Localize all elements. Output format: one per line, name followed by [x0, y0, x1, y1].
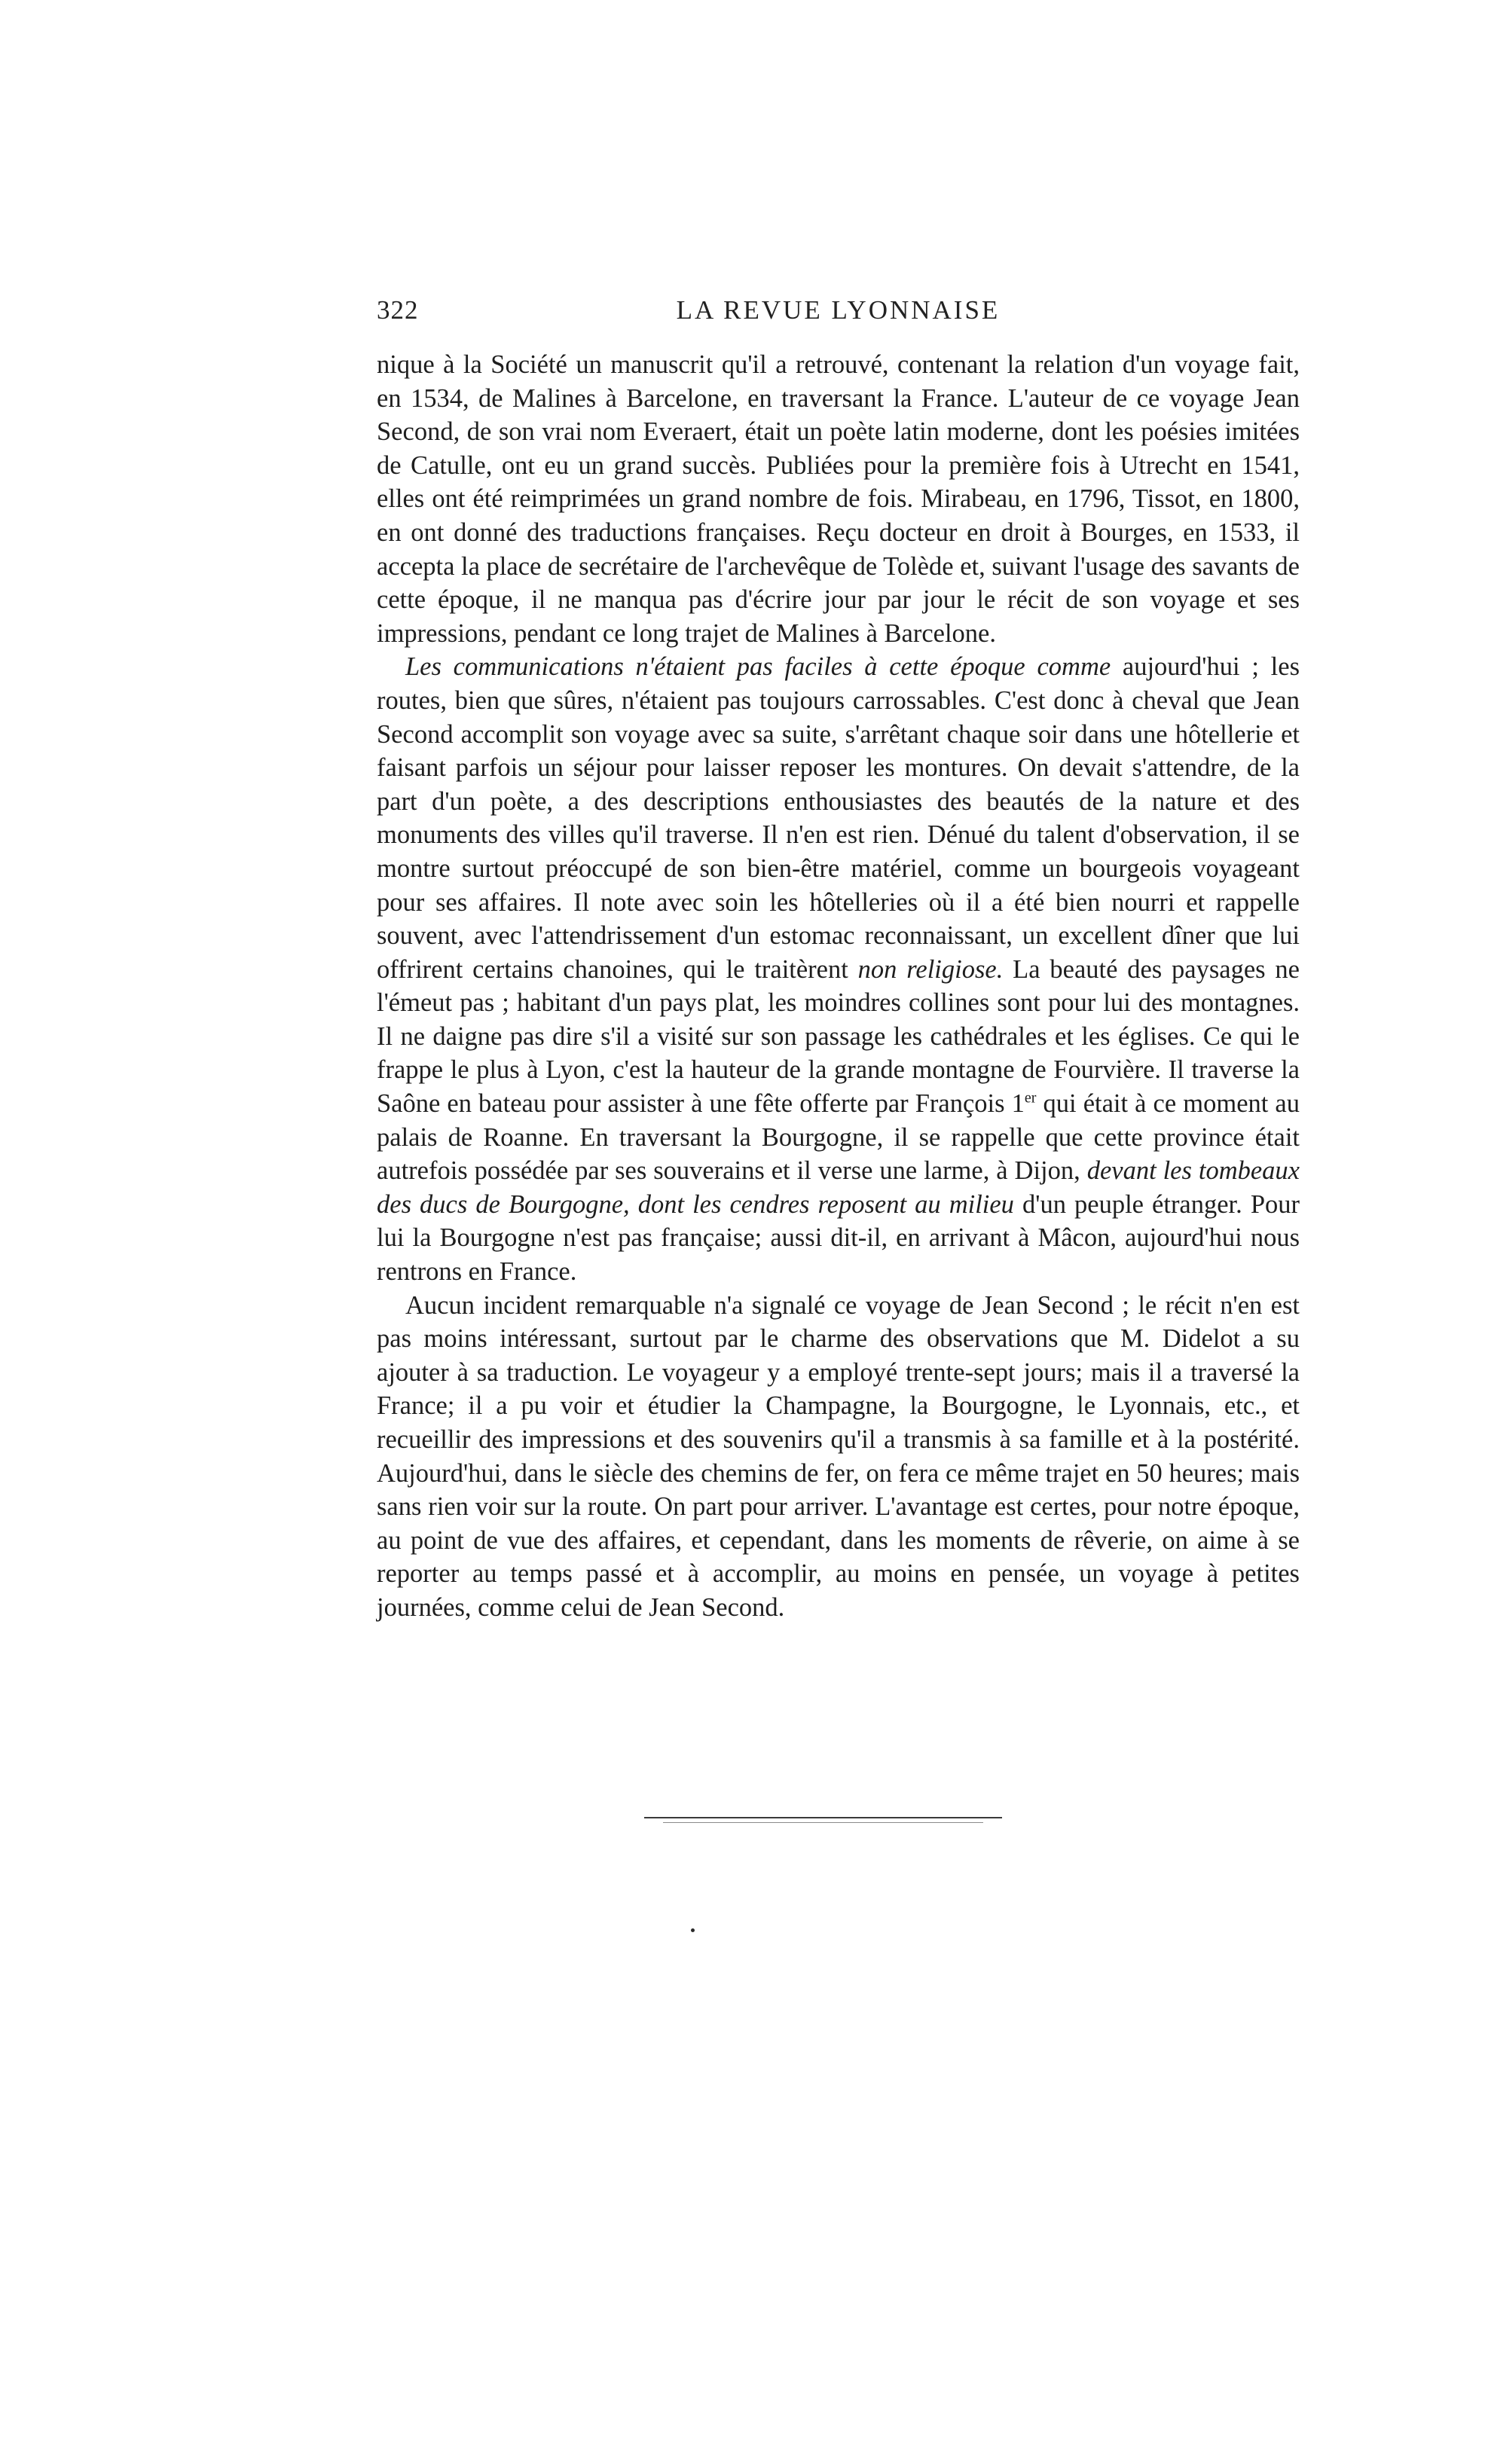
italic-lead: Les communications n'étaient pas faciles à cette époque comme	[405, 652, 1111, 682]
running-head	[377, 295, 1300, 333]
latin-phrase: non religiose.	[857, 954, 1004, 984]
end-of-article-rule	[644, 1817, 1002, 1818]
ordinal-superscript: er	[1024, 1089, 1037, 1107]
paragraph-2	[377, 650, 1300, 1288]
article-body	[377, 348, 1300, 1625]
journal-title: LA REVUE LYONNAISE	[676, 295, 1001, 325]
paragraph-2-part-a: aujourd'hui ; les routes, bien que sûres, n'étaient pas toujours carrossables. C'est donc à cheval que Jean Second accomplit son voyage avec sa suite, s'arrêtant chaque soir dans une hôtellerie et faisant parfois un séjour pour laisser reposer les montures. On devait s'attendre, de la part d'un poète, a des descriptions enthousiastes des beautés de la nature et des monuments des villes qu'il traverse. Il n'en est rien. Dénué du talent d'observation, il se montre surtout préoccupé de son bien-être matériel, comme un bourgeois voyageant pour ses affaires. Il note avec soin les hôtelleries où il a été bien nourri et rappelle souvent, avec l'attendrissement d'un estomac reconnaissant, un excellent dîner que lui offrirent certains chanoines, qui le traitèrent	[377, 652, 1300, 984]
paragraph-2-part-c: qui était à ce moment au palais de Roanne. En traversant la Bourgogne, il se rappelle que cette province était autrefois possédée par ses souverains et il verse une larme, à Dijon,	[377, 1089, 1300, 1186]
end-of-article-rule-thin	[663, 1822, 983, 1823]
paragraph-3: Aucun incident remarquable n'a signalé ce voyage de Jean Second ; le récit n'en est pas moins intéressant, surtout par le charme des observations que M. Didelot a su ajouter à sa traduction. Le voyageur y a employé trente-sept jours; mais il a traversé la France; il a pu voir et étudier la Champagne, la Bourgogne, le Lyonnais, etc., et recueillir des impressions et des souvenirs qu'il a transmis à sa famille et à la postérité. Aujourd'hui, dans le siècle des chemins de fer, on fera ce même trajet en 50 heures; mais sans rien voir sur la route. On part pour arriver. L'avantage est certes, pour notre époque, au point de vue des affaires, et cependant, dans les moments de rêverie, on aime à se reporter au temps passé et à accomplir, au moins en pensée, un voyage à petites journées, comme celui de Jean Second.	[377, 1290, 1300, 1622]
ink-speck	[691, 1928, 695, 1932]
paragraph-2-part-d: d'un peuple étranger. Pour lui la Bourgogne n'est pas française; aussi dit-il, en arrivant à Mâcon, aujourd'hui nous rentrons en France.	[377, 1189, 1300, 1287]
paragraph-2-part-b: La beauté des paysages ne l'émeut pas ; habitant d'un pays plat, les moindres collines sont pour lui des montagnes. Il ne daigne pas dire s'il a visité sur son passage les cathédrales et les églises. Ce qui le frappe le plus à Lyon, c'est la hauteur de la grande montagne de Fourvière. Il traverse la Saône en bateau pour assister à une fête offerte par François 1	[377, 954, 1300, 1119]
italic-quote: devant les tombeaux des ducs de Bourgogne, dont les cendres reposent au milieu	[377, 1156, 1300, 1219]
paragraph-1: nique à la Société un manuscrit qu'il a retrouvé, contenant la relation d'un voyage fait, en 1534, de Malines à Barcelone, en traversant la France. L'auteur de ce voyage Jean Second, de son vrai nom Everaert, était un poète latin moderne, dont les poésies imitées de Catulle, ont eu un grand succès. Publiées pour la première fois à Utrecht en 1541, elles ont été reimprimées un grand nombre de fois. Mirabeau, en 1796, Tissot, en 1800, en ont donné des traductions françaises. Reçu docteur en droit à Bourges, en 1533, il accepta la place de secrétaire de l'archevêque de Tolède et, suivant l'usage des savants de cette époque, il ne manqua pas d'écrire jour par jour le récit de son voyage et ses impressions, pendant ce long trajet de Malines à Barcelone.	[377, 350, 1300, 648]
page-number: 322	[377, 295, 419, 325]
